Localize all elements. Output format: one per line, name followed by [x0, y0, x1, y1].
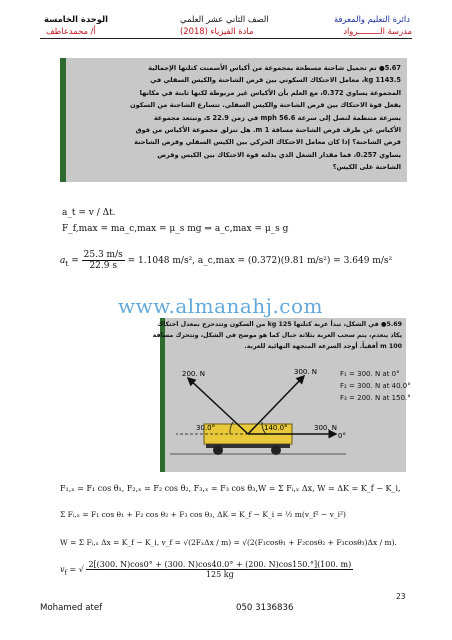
- eq-values: [60, 250, 392, 271]
- problem-line: بسرعة متنظمة لتصل إلى سرعة 56.6 mph في زمن 22.9 s، وتبتعد مجموعة: [153, 113, 401, 122]
- problem-number: 5.67: [384, 64, 401, 72]
- eq-acmax: a_c,max = (0.372)(9.81 m/s²) = 3.649 m/s²: [197, 256, 393, 266]
- cart-wheel-left: [213, 445, 223, 455]
- eq-at-symbol: $a_t$ =: [60, 256, 82, 268]
- label-angle-zero: 0°: [338, 432, 346, 440]
- problem-line: يساوي 0.257، فما مقدار الشغل الذي بذلته قوة الاحتكاك بين الكيس وقرص: [157, 150, 401, 159]
- header-dept: دائرة التعليم والمعرفة: [334, 14, 410, 24]
- header-grade: الصف الثاني عشر العلمي: [180, 14, 269, 24]
- watermark: www.almanahj.com: [118, 294, 324, 318]
- vf-fraction-den: 125 kg: [205, 570, 234, 579]
- header-school: مدرسة الـــــــــرواد: [343, 26, 412, 36]
- sol2-line1: F₁,ₓ = F₁ cos θ₁, F₂,ₓ = F₂ cos θ₂, F₃,ₓ = F₃ cos θ₃,: [60, 484, 258, 493]
- force-item: F₁ = 300. N at 0°: [340, 370, 400, 378]
- label-f3: 200. N: [182, 370, 206, 378]
- vf-fraction-num: 2[(300. N)cos0° + (300. N)cos40.0° + (200. N)cos150.°](100. m): [88, 560, 352, 569]
- eq-accel: a_t = v / Δt.: [62, 208, 116, 218]
- problem-line: في الشكل، تبدأ عربة كتلتها 125 kg من السكون وتتدحرج بمعدل احتكاك: [157, 321, 379, 328]
- sol2-line1b: W = Σ Fᵢ,ₓ Δx, W = ΔK = K_f − K_i,: [258, 484, 401, 493]
- force-list: [340, 368, 411, 404]
- eq-friction: [62, 224, 288, 234]
- problem-line: بفعل قوة الاحتكاك بين قرص الشاحنة والكيس السفلي. تتسارع الشاحنة من السكون: [130, 101, 401, 110]
- problem-line: الشاحنة على الكيس؟: [332, 163, 401, 172]
- sol2-line3: W = Σ Fᵢ,ₓ Δx = K_f − K_i, v_f = √(2FₓΔx / m) = √(2(F₁cosθ₁ + F₂cosθ₂ + F₃cosθ₃)Δx / m).: [60, 538, 397, 547]
- header-teacher: أ/ محمدعاطف: [46, 26, 96, 36]
- eq-fraction-den: 22.9 s: [89, 261, 117, 271]
- cart-wheel-right: [271, 445, 281, 455]
- footer-phone: 050 3136836: [236, 603, 294, 613]
- label-angle-mid: 140.0°: [264, 424, 288, 432]
- vf-fraction: [86, 560, 353, 579]
- header-unit: الوحدة الخامسة: [44, 14, 108, 24]
- label-f1: 300. N: [314, 424, 338, 432]
- label-f2: 300. N: [294, 368, 318, 376]
- problem-line: المجموعة يساوي 0.372، مع العلم بأن الأكياس غير مربوطة لكنها ثابتة في مكانها: [139, 88, 401, 97]
- label-angle-left: 30.0°: [196, 424, 216, 432]
- problem-line: 100 m أفقياً. أوجد السرعة المتجهة النهائية للعربة.: [244, 342, 402, 350]
- force-item: F₃ = 200. N at 150.°: [340, 394, 411, 402]
- sol2-line4: [60, 560, 353, 579]
- eq-fraction: [82, 250, 125, 271]
- implies-arrow: ⇒: [204, 224, 215, 234]
- eq-result: = 1.1048 m/s²,: [127, 256, 198, 266]
- header-divider: [40, 38, 412, 39]
- sol2-line2: Σ Fᵢ,ₓ = F₁ cos θ₁ + F₂ cos θ₂ + F₃ cos θ₃, ΔK = K_f − K_i = ½ m(v_f² − v_i²): [60, 510, 346, 519]
- problem-line: يكاد ينعدم، يتم سحب العربة بثلاثة حبال كما هو موضح في الشكل، وتتحرك مسافة: [152, 331, 402, 339]
- header-subject: مادة الفيزياء (2018): [180, 26, 254, 36]
- page-number: 23: [396, 592, 406, 601]
- problem-box-567: 5.67● تم تحميل شاحنة مسطحة بمجموعة من أكياس الأسمنت كتلتها الإجمالية 1143.5 kg، معامل الاحتكاك السكوني بين قرص الشاحنة والكيس السفلي في المجموعة يساوي 0.372، مع العلم بأن الأكياس غير مربوطة لكنها ثابتة في مكانها بفعل قوة الاحتكاك بين قرص الشاحنة والكيس السفلي. تتسارع الشاحنة من السكون بسرعة متنظمة لتصل إلى سرعة 56.6 mph في زمن 22.9 s، وتبتعد مجموعة الأكياس عن طرف قرص الشاحنة مسافة 1 m. هل تنزلق مجموعة الأكياس من فوق قرص الشاحنة؟ إذا كان معامل الاحتكاك الحركي بين الكيس السفلي وقرص الشاحنة يساوي 0.257، فما مقدار الشغل الذي بذلته قوة الاحتكاك بين الكيس وقرص الشاحنة على الكيس؟: [60, 58, 407, 182]
- problem-line: الأكياس عن طرف قرص الشاحنة مسافة 1 m. هل تنزلق مجموعة الأكياس من فوق: [135, 126, 401, 135]
- vf-symbol: $v_f$ = √: [60, 564, 84, 577]
- problem-number: 5.69: [386, 321, 402, 328]
- problem-line: 1143.5 kg، معامل الاحتكاك السكوني بين قرص الشاحنة والكيس السفلي في: [150, 76, 401, 85]
- problem-line: تم تحميل شاحنة مسطحة بمجموعة من أكياس الأسمنت كتلتها الإجمالية: [148, 64, 377, 72]
- eq-fraction-num: 25.3 m/s: [83, 250, 123, 260]
- eq-friction-a: F_f,max = ma_c,max = μ_s mg: [62, 224, 202, 234]
- eq-friction-b: a_c,max = μ_s g: [214, 224, 289, 234]
- footer-name: Mohamed atef: [40, 603, 103, 613]
- problem-line: قرص الشاحنة؟ إذا كان معامل الاحتكاك الحركي بين الكيس السفلي وقرص الشاحنة: [134, 138, 401, 147]
- problem-569-text: 5.69● في الشكل، تبدأ عربة كتلتها 125 kg من السكون وتتدحرج بمعدل احتكاك يكاد ينعدم، يتم سحب العربة بثلاثة حبال كما هو موضح في الشكل، وتتحرك مسافة 100 m أفقياً. أوجد السرعة المتجهة النهائية للعربة.: [168, 320, 402, 352]
- force-item: F₂ = 300. N at 40.0°: [340, 382, 411, 390]
